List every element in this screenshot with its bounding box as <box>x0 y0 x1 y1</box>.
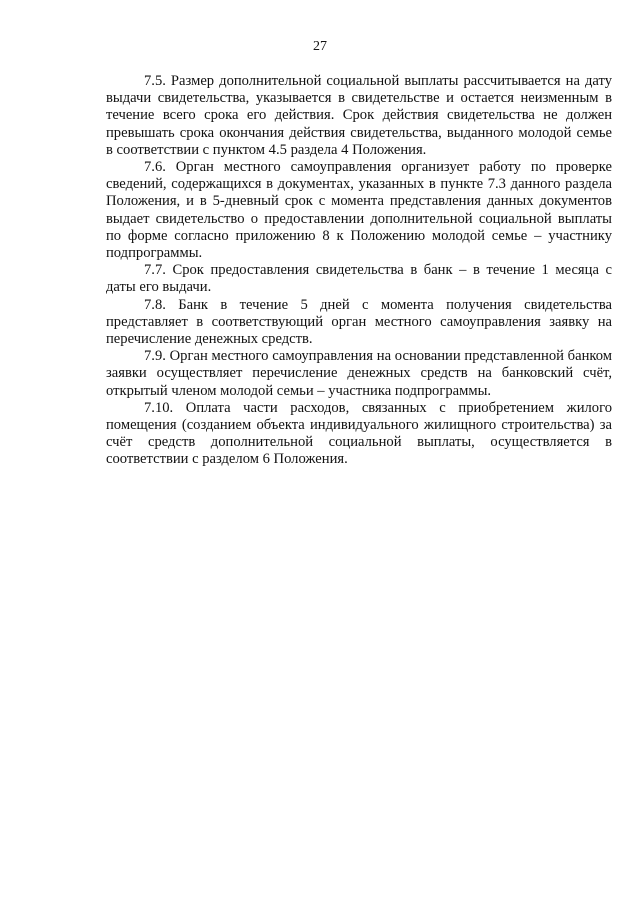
document-body <box>106 73 612 469</box>
paragraph-7-8: 7.8. Банк в течение 5 дней с момента получения свидетельства представляет в соответствующий орган местного самоуправления заявку на перечисление денежных средств. <box>106 296 612 348</box>
paragraph-7-10: 7.10. Оплата части расходов, связанных с приобретением жилого помещения (созданием объекта индивидуального жилищного строительства) за счёт средств дополнительной социальной выплаты, осуществляется в соответствии с разделом 6 Положения. <box>106 399 612 468</box>
page-number: 27 <box>313 39 327 54</box>
paragraph-7-6: 7.6. Орган местного самоуправления организует работу по проверке сведений, содержащихся в документах, указанных в пункте 7.3 данного раздела Положения, и в 5-дневный срок с момента представления данных документов выдает свидетельство о предоставлении дополнительной социальной выплаты по форме согласно приложению 8 к Положению молодой семье – участнику подпрограммы. <box>106 159 612 262</box>
paragraph-7-7: 7.7. Срок предоставления свидетельства в банк – в течение 1 месяца с даты его выдачи. <box>106 262 612 296</box>
paragraph-7-5: 7.5. Размер дополнительной социальной выплаты рассчитывается на дату выдачи свидетельства, указывается в свидетельстве и остается неизменным в течение всего срока его действия. Срок действия свидетельства не должен превышать срока окончания действия свидетельства, выданного молодой семье в соответствии с пунктом 4.5 раздела 4 Положения. <box>106 73 612 158</box>
paragraph-7-9: 7.9. Орган местного самоуправления на основании представленной банком заявки осуществляет перечисление денежных средств на банковский счёт, открытый членом молодой семьи – участника подпрограммы. <box>106 348 612 399</box>
